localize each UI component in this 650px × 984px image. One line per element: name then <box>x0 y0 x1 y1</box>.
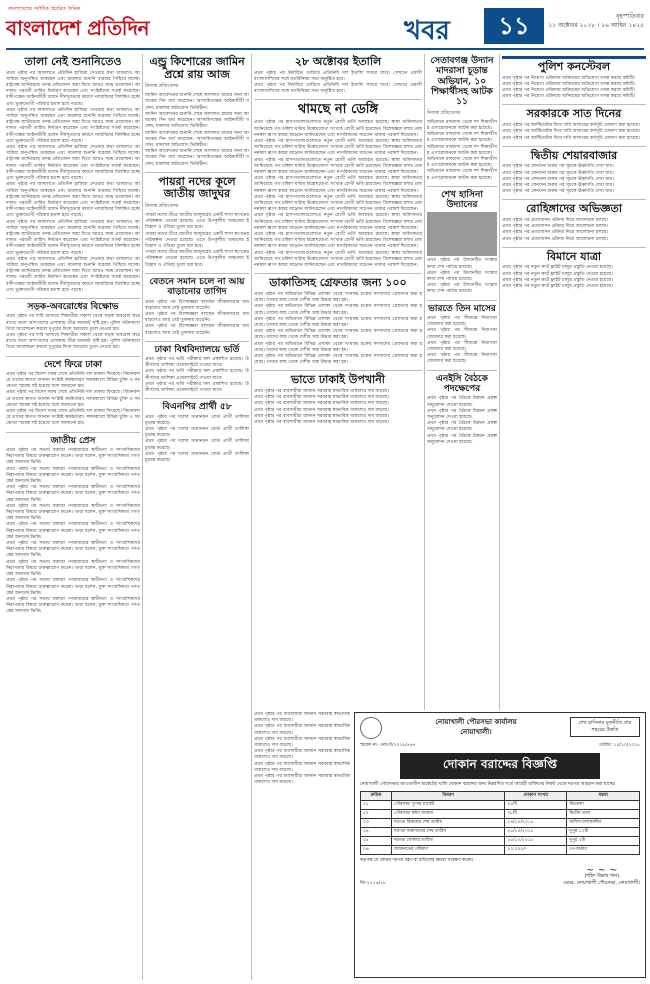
divider <box>145 398 249 399</box>
headline: সরকারকে সাত দিনের <box>526 107 622 121</box>
headline: ২৮ অক্টোবর ইতালি <box>294 55 382 68</box>
headline: শেখ হাসিনা উদ্যানের <box>441 189 483 211</box>
cell: নিচতলা <box>567 801 640 810</box>
story-body: প্রথম পৃষ্ঠার পর হাসপাতালগুলোতে নতুন রোগী ভর্তি অব্যাহত রয়েছে। স্বাস্থ্য অধিদফতর জানিয়েছে গত চব্বিশ ঘণ্টায় উল্লেখযোগ্য সংখ্যক রোগী ভর্তি হয়েছেন। বিশেষজ্ঞরা মশার প্রজননস্থল ধ্বংস করার আহ্বান জানিয়েছেন এবং নাগরিকদের সচেতন থাকার পরামর্শ দিয়েছেন। <box>254 194 422 213</box>
story-body: প্রথম পৃষ্ঠার পর অভিযানে বিভিন্ন এলাকা থেকে সংঘবদ্ধ চক্রের সদস্যদের গ্রেফতার করা হয়েছে। তাদের কাছ থেকে দেশীয় অস্ত্র উদ্ধার করা হয়। <box>254 304 422 316</box>
divider <box>254 273 422 274</box>
story-body: প্রথম পৃষ্ঠার পর আদালতে প্রতিদিন হাজিরা দেওয়ার কথা থাকলেও আসামিরা অনুপস্থিত থাকছেন এবং মামলার শুনানি বারবার পিছিয়ে যাচ্ছে। রাষ্ট্রপক্ষ জানিয়েছে তদন্ত প্রতিবেদন জমা দিতে আরও সময় প্রয়োজন। আদালত পরবর্তী তারিখ নির্ধারণ করেছেন এবং সংশ্লিষ্টদের সতর্ক করেছেন। বাদীপক্ষের আইনজীবী বলেন দীর্ঘসূত্রতার কারণে ন্যায়বিচার বিলম্বিত হচ্ছে এবং ভুক্তভোগী পরিবার হতাশ হয়ে পড়ছে। <box>6 256 140 293</box>
story-body: প্রথম পৃষ্ঠার পর বিশেষজ্ঞরা বলছেন জীবনযাত্রার ব্যয় বাড়লেও আয় সেই তুলনায় বাড়েনি। <box>145 299 249 311</box>
cell: পে-অর্ডার <box>567 846 640 855</box>
story-body: পায়রা নদের তীরে জাতীয় জাদুঘরের একটি শাখা স্থাপনের পরিকল্পনা নেওয়া হয়েছে। এতে উপকূলীয় অঞ্চলের ইতিহাস ও ঐতিহ্য তুলে ধরা হবে। <box>145 250 249 268</box>
story-body: প্রথম পৃষ্ঠার পর ব্যবসায়ীরা জানান সরবরাহ স্বাভাবিক থাকলেও দাম বাড়ছে। <box>254 761 350 773</box>
story-body: প্রথম পৃষ্ঠার পর ব্যবসায়ীরা জানান সরবরাহ স্বাভাবিক থাকলেও দাম বাড়ছে। <box>254 395 389 401</box>
masthead-rule <box>6 48 644 50</box>
cell: ০১ <box>361 801 392 810</box>
story-body: অভিযানে মাদরাসা থেকে দশ শিক্ষার্থীসহ এগারোজনকে আটক করা হয়েছে। <box>427 169 497 181</box>
divider <box>145 341 249 342</box>
story-body: প্রথম পৃষ্ঠার পর আদালতে প্রতিদিন হাজিরা দেওয়ার কথা থাকলেও আসামিরা অনুপস্থিত থাকছেন এবং মামলার শুনানি বারবার পিছিয়ে যাচ্ছে। রাষ্ট্রপক্ষ জানিয়েছে তদন্ত প্রতিবেদন জমা দিতে আরও সময় প্রয়োজন। আদালত পরবর্তী তারিখ নির্ধারণ করেছেন এবং সংশ্লিষ্টদের সতর্ক করেছেন। বাদীপক্ষের আইনজীবী বলেন দীর্ঘসূত্রতার কারণে ন্যায়বিচার বিলম্বিত হচ্ছে এবং ভুক্তভোগী পরিবার হতাশ হয়ে পড়ছে। <box>6 107 140 144</box>
story-body: প্রথম পৃষ্ঠার পর সীমান্তে নিরাপত্তা জোরদার করা হয়েছে। <box>427 328 497 340</box>
story-body: প্রথম পৃষ্ঠার পর আল্টিমেটাম দিয়ে দাবি আদায়ের কর্মসূচি ঘোষণা করা হয়েছে। <box>502 123 641 129</box>
signer-designation: মেয়র, নোয়াখালী পৌরসভা, নোয়াখালী। <box>563 880 640 886</box>
col-header: ক্রমিক <box>361 792 392 801</box>
story <box>427 374 497 446</box>
story-body: প্রথম পৃষ্ঠার পর উদ্যানটির সংস্কার কাজ শেষ পর্যায়ে রয়েছে। <box>427 270 497 283</box>
divider <box>254 99 422 100</box>
headline: ডাকাতিসহ গ্রেফতার জন্য ১০০ <box>269 276 407 290</box>
story-body: প্রথম পৃষ্ঠার পর বিশেষজ্ঞরা বলছেন জীবনযাত্রার ব্যয় বাড়লেও আয় সেই তুলনায় বাড়েনি। <box>145 324 249 336</box>
story-body: প্রথম পৃষ্ঠার পর অভিযানে বিভিন্ন এলাকা থেকে সংঘবদ্ধ চক্রের সদস্যদের গ্রেফতার করা হয়েছে। তাদের কাছ থেকে দেশীয় অস্ত্র উদ্ধার করা হয়। <box>254 341 422 353</box>
story-body: প্রথম পৃষ্ঠার পর হাসপাতালগুলোতে নতুন রোগী ভর্তি অব্যাহত রয়েছে। স্বাস্থ্য অধিদফতর জানিয়েছে গত চব্বিশ ঘণ্টায় উল্লেখযোগ্য সংখ্যক রোগী ভর্তি হয়েছেন। বিশেষজ্ঞরা মশার প্রজননস্থল ধ্বংস করার আহ্বান জানিয়েছেন এবং নাগরিকদের সচেতন থাকার পরামর্শ দিয়েছেন। <box>254 232 422 250</box>
day: বৃহস্পতিবার <box>616 13 644 20</box>
story-body: প্রথম পৃষ্ঠার পর সীমান্তে নিরাপত্তা জোরদার করা হয়েছে। <box>427 340 497 353</box>
headline: ভাতে ঢাকাই উপখানী <box>291 373 385 387</box>
headline: রোহিঙ্গাদের অভিজ্ঞতা <box>525 202 623 216</box>
story-body: প্রথম পৃষ্ঠার পর সভায় বক্তারা গণমাধ্যমের স্বাধীনতা ও সাংবাদিকদের নিরাপত্তার বিষয়ে গুরুত্বারোপ করেন। তারা বলেন, মুক্ত সাংবাদিকতা গণতন্ত্রের অন্যতম ভিত্তি। <box>6 541 140 559</box>
cell: ২৪/১০/২০১৮ <box>505 819 567 828</box>
ref-date: তারিখ: ১০/১০/২০১৮ <box>599 743 640 748</box>
headline: বেতনে সমান চলে না আয় বাড়ানোর তাগিদ <box>149 276 245 298</box>
divider <box>502 146 646 147</box>
headline: পুলিশ কনস্টেবল <box>537 60 611 73</box>
story-body: প্রথম পৃষ্ঠার পর আদালতে প্রতিদিন হাজিরা দেওয়ার কথা থাকলেও আসামিরা অনুপস্থিত থাকছেন এবং মামলার শুনানি বারবার পিছিয়ে যাচ্ছে। রাষ্ট্রপক্ষ জানিয়েছে তদন্ত প্রতিবেদন জমা দিতে আরও সময় প্রয়োজন। আদালত পরবর্তী তারিখ নির্ধারণ করেছেন এবং সংশ্লিষ্টদের সতর্ক করেছেন। বাদীপক্ষের আইনজীবী বলেন দীর্ঘসূত্রতার কারণে ন্যায়বিচার বিলম্বিত হচ্ছে এবং ভুক্তভোগী পরিবার হতাশ হয়ে পড়ছে। <box>6 145 140 182</box>
column-rule <box>424 54 425 710</box>
story-body: প্রথম পৃষ্ঠার পর নির্ধারিত তারিখে প্রতিনিধি দল ইতালি সফরে যাবে। সেখানে প্রবাসী বাংলাদেশিদের সঙ্গে মতবিনিময় সভা অনুষ্ঠিত হবে। <box>254 83 422 95</box>
masthead <box>6 4 644 48</box>
story <box>254 374 422 426</box>
story <box>254 103 422 269</box>
story-body: প্রথম পৃষ্ঠার পর আদালতে প্রতিদিন হাজিরা দেওয়ার কথা থাকলেও আসামিরা অনুপস্থিত থাকছেন এবং মামলার শুনানি বারবার পিছিয়ে যাচ্ছে। রাষ্ট্রপক্ষ জানিয়েছে তদন্ত প্রতিবেদন জমা দিতে আরও সময় প্রয়োজন। আদালত পরবর্তী তারিখ নির্ধারণ করেছেন এবং সংশ্লিষ্টদের সতর্ক করেছেন। বাদীপক্ষের আইনজীবী বলেন দীর্ঘসূত্রতার কারণে ন্যায়বিচার বিলম্বিত হচ্ছে এবং ভুক্তভোগী পরিবার হতাশ হয়ে পড়ছে। <box>6 70 140 107</box>
headline: পায়রা নদের কূলে জাতীয় জাদুঘর <box>158 174 236 201</box>
ad-header <box>360 717 640 739</box>
table-row <box>361 819 640 828</box>
story <box>145 277 249 337</box>
headline: সেতাবগঞ্জ উদ্যান মাদরাসা চূড়ান্ত অভিযান, ১০ শিক্ষার্থীসহ আটক ১১ <box>430 56 494 108</box>
story-body: প্রথম পৃষ্ঠার পর দলের মনোনয়ন বোর্ড প্রার্থী তালিকা চূড়ান্ত করেছে। <box>145 414 249 426</box>
column-1 <box>6 54 140 980</box>
col-header: মন্তব্য <box>567 792 640 801</box>
story <box>145 345 249 395</box>
story-body: প্রথম পৃষ্ঠার পর অভিযানে বিভিন্ন এলাকা থেকে সংঘবদ্ধ চক্রের সদস্যদের গ্রেফতার করা হয়েছে। তাদের কাছ থেকে দেশীয় অস্ত্র উদ্ধার করা হয়। <box>254 329 422 341</box>
band <box>502 56 646 59</box>
divider <box>254 370 422 371</box>
story-body: প্রথম পৃষ্ঠার পর সভায় বক্তারা গণমাধ্যমের স্বাধীনতা ও সাংবাদিকদের নিরাপত্তার বিষয়ে গুরুত্বারোপ করেন। তারা বলেন, মুক্ত সাংবাদিকতা গণতন্ত্রের অন্যতম ভিত্তি। <box>6 503 140 522</box>
ad-office <box>435 717 517 737</box>
story-body: প্রথম পৃষ্ঠার পর অভিযানে বিভিন্ন এলাকা থেকে সংঘবদ্ধ চক্রের সদস্যদের গ্রেফতার করা হয়েছে। তাদের কাছ থেকে দেশীয় অস্ত্র উদ্ধার করা হয়। <box>254 316 422 328</box>
story-body: প্রথম পৃষ্ঠার পর বিদেশ সফর শেষে প্রতিনিধি দল ঢাকায় ফিরেছে। বিমানবন্দরে তাদের স্বাগত জানান সংশ্লিষ্ট কর্মকর্তারা। সফরকালে বিভিন্ন চুক্তি ও সমঝোতা স্মারক সই হয়েছে বলে জানানো হয়। <box>6 409 140 427</box>
table-row <box>361 828 640 837</box>
story-body: প্রথম পৃষ্ঠার পর বৈঠকে উন্নয়ন প্রকল্প অনুমোদন দেওয়া হয়েছে। <box>427 433 497 445</box>
story <box>145 176 249 269</box>
story-body: প্রথম পৃষ্ঠার পর অভিযানে বিভিন্ন এলাকা থেকে সংঘবদ্ধ চক্রের সদস্যদের গ্রেফতার করা হয়েছে। তাদের কাছ থেকে দেশীয় অস্ত্র উদ্ধার করা হয়। <box>254 353 422 366</box>
cell: দুপুর ১২টা <box>567 828 640 837</box>
story <box>502 203 646 242</box>
story-body: প্রথম পৃষ্ঠার পর লেনদেন শুরুর পর সূচকে ঊর্ধ্বগতি দেখা যায়। <box>502 170 614 176</box>
story-body: প্রথম পৃষ্ঠার পর ব্যবসায়ীরা জানান সরবরাহ স্বাভাবিক থাকলেও দাম বাড়ছে। <box>254 736 350 749</box>
story-body: প্রথম পৃষ্ঠার পর হাসপাতালগুলোতে নতুন রোগী ভর্তি অব্যাহত রয়েছে। স্বাস্থ্য অধিদফতর জানিয়েছে গত চব্বিশ ঘণ্টায় উল্লেখযোগ্য সংখ্যক রোগী ভর্তি হয়েছেন। বিশেষজ্ঞরা মশার প্রজননস্থল ধ্বংস করার আহ্বান জানিয়েছেন এবং নাগরিকদের সচেতন থাকার পরামর্শ দিয়েছেন। <box>254 176 422 194</box>
story-body: প্রথম পৃষ্ঠার পর লেনদেন শুরুর পর সূচকে ঊর্ধ্বগতি দেখা যায়। <box>502 164 614 170</box>
story-body: প্রথম পৃষ্ঠার পর নতুন রুটে ফ্লাইট চালুর প্রস্তুতি নেওয়া হয়েছে। <box>502 271 613 277</box>
ad-title: দোকান বরাদ্দের বিজ্ঞপ্তি <box>400 753 600 779</box>
story-body: প্রথম পৃষ্ঠার পর লেনদেন শুরুর পর সূচকে ঊর্ধ্বগতি দেখা যায়। <box>502 176 614 182</box>
ad-notes: কর্তৃপক্ষ যে কোনো দরপত্র গ্রহণ বা বাতিলের ক্ষমতা সংরক্ষণ করেন। <box>360 858 474 863</box>
story-body: প্রথম পৃষ্ঠার পর আদালতে প্রতিদিন হাজিরা দেওয়ার কথা থাকলেও আসামিরা অনুপস্থিত থাকছেন এবং মামলার শুনানি বারবার পিছিয়ে যাচ্ছে। রাষ্ট্রপক্ষ জানিয়েছে তদন্ত প্রতিবেদন জমা দিতে আরও সময় প্রয়োজন। আদালত পরবর্তী তারিখ নির্ধারণ করেছেন এবং সংশ্লিষ্টদের সতর্ক করেছেন। বাদীপক্ষের আইনজীবী বলেন দীর্ঘসূত্রতার কারণে ন্যায়বিচার বিলম্বিত হচ্ছে এবং ভুক্তভোগী পরিবার হতাশ হয়ে পড়ছে। <box>6 219 140 256</box>
story <box>6 436 140 616</box>
story <box>502 251 646 290</box>
story-body: জামিন আবেদনের শুনানি শেষে আদালত রায়ের জন্য আজকের দিন ধার্য করেছেন। আসামিপক্ষের আইনজীবী বলেন, মামলার অভিযোগ ভিত্তিহীন। <box>145 149 249 167</box>
story-body: প্রথম পৃষ্ঠার পর দলের মনোনয়ন বোর্ড প্রার্থী তালিকা চূড়ান্ত করেছে। <box>145 427 249 439</box>
column-2 <box>145 54 249 980</box>
column-rule <box>142 54 143 980</box>
story-body: প্রথম পৃষ্ঠার পর বৈঠকে উন্নয়ন প্রকল্প অনুমোদন দেওয়া হয়েছে। <box>427 421 497 433</box>
story-body: প্রথম পৃষ্ঠার পর নির্ধারিত তারিখে প্রতিনিধি দল ইতালি সফরে যাবে। সেখানে প্রবাসী বাংলাদেশিদের সঙ্গে মতবিনিময় সভা অনুষ্ঠিত হবে। <box>254 70 422 82</box>
headline: তালা নেই শুনানিতেও <box>24 55 122 68</box>
divider <box>502 104 646 105</box>
column-5 <box>502 54 646 710</box>
story-body: প্রথম পৃষ্ঠার পর ব্যবসায়ীরা জানান সরবরাহ স্বাভাবিক থাকলেও দাম বাড়ছে। <box>254 413 389 419</box>
headline: থামছে না ডেঙ্গি <box>297 102 379 118</box>
story-body: প্রথম পৃষ্ঠার পর বিশেষজ্ঞরা বলছেন জীবনযাত্রার ব্যয় বাড়লেও আয় সেই তুলনায় বাড়েনি। <box>145 311 249 324</box>
story <box>6 56 140 294</box>
story-body: প্রথম পৃষ্ঠার পর নিয়োগ প্রক্রিয়ায় অনিয়মের অভিযোগ তদন্ত করছে কমিটি। <box>502 81 636 87</box>
story <box>6 302 140 352</box>
divider <box>145 172 249 173</box>
column-4 <box>427 54 497 710</box>
logo <box>6 6 176 46</box>
story <box>254 56 422 95</box>
cell: দরপত্র খোলার তারিখ <box>392 837 505 846</box>
signature-block <box>563 864 640 888</box>
story-body: প্রথম পৃষ্ঠার পর সভায় বক্তারা গণমাধ্যমের স্বাধীনতা ও সাংবাদিকদের নিরাপত্তার বিষয়ে গুরুত্বারোপ করেন। তারা বলেন, মুক্ত সাংবাদিকতা গণতন্ত্রের অন্যতম ভিত্তি। <box>6 578 140 596</box>
cell: ০২ <box>361 810 392 819</box>
story-body: প্রথম পৃষ্ঠার পর ব্যবসায়ীরা জানান সরবরাহ স্বাভাবিক থাকলেও দাম বাড়ছে। <box>254 724 350 736</box>
divider <box>145 273 249 274</box>
divider <box>6 298 140 299</box>
emblem-icon <box>360 717 382 739</box>
story-body: প্রথম পৃষ্ঠার পর সভায় বক্তারা গণমাধ্যমের স্বাধীনতা ও সাংবাদিকদের নিরাপত্তার বিষয়ে গুরুত্বারোপ করেন। তারা বলেন, মুক্ত সাংবাদিকতা গণতন্ত্রের অন্যতম ভিত্তি। <box>6 448 140 466</box>
divider <box>427 370 497 371</box>
cell: ০৬ <box>361 846 392 855</box>
story-body: জামিন আবেদনের শুনানি শেষে আদালত রায়ের জন্য আজকের দিন ধার্য করেছেন। আসামিপক্ষের আইনজীবী বলেন, মামলার অভিযোগ ভিত্তিহীন। <box>145 111 249 130</box>
column-3 <box>254 54 422 710</box>
divider <box>6 432 140 433</box>
headline: ভারতে তিন মাসের <box>428 303 496 314</box>
story-body: প্রথম পৃষ্ঠার পর বিদেশ সফর শেষে প্রতিনিধি দল ঢাকায় ফিরেছে। বিমানবন্দরে তাদের স্বাগত জানান সংশ্লিষ্ট কর্মকর্তারা। সফরকালে বিভিন্ন চুক্তি ও সমঝোতা স্মারক সই হয়েছে বলে জানানো হয়। <box>6 371 140 390</box>
signature-icon: ~ ~ ~ <box>585 864 618 876</box>
cell: জামানতের পরিমাণ <box>392 846 505 855</box>
cell: ২০,০০০/- <box>505 846 567 855</box>
divider <box>502 199 646 200</box>
table-row <box>361 837 640 846</box>
ad-ref-line <box>360 742 640 749</box>
story-body: অভিযানে মাদরাসা থেকে দশ শিক্ষার্থীসহ এগারোজনকে আটক করা হয়েছে। <box>427 119 497 131</box>
news-photo <box>427 212 497 256</box>
page-number: ১১ <box>484 8 544 44</box>
cell: দুপুর ২টা <box>567 837 640 846</box>
office-district: নোয়াখালী। <box>460 728 492 736</box>
headline: বিএনপির প্রার্থী ৫৮ <box>162 402 232 413</box>
story-body: প্রথম পৃষ্ঠার পর সভায় বক্তারা গণমাধ্যমের স্বাধীনতা ও সাংবাদিকদের নিরাপত্তার বিষয়ে গুরুত্বারোপ করেন। তারা বলেন, মুক্ত সাংবাদিকতা গণতন্ত্রের অন্যতম ভিত্তি। <box>6 485 140 503</box>
cell: ২৫/১০/২০১৮ <box>505 837 567 846</box>
cell: দরপত্র বিক্রয়ের শেষ তারিখ <box>392 819 505 828</box>
story-body: পায়রা নদের তীরে জাতীয় জাদুঘরের একটি শাখা স্থাপনের পরিকল্পনা নেওয়া হয়েছে। এতে উপকূলীয় অঞ্চলের ইতিহাস ও ঐতিহ্য তুলে ধরা হবে। <box>145 213 249 231</box>
logo-text: বাংলাদেশ প্রতিদিন <box>6 16 149 40</box>
story-body: প্রথম পৃষ্ঠার পর উদ্যানটির সংস্কার কাজ শেষ পর্যায়ে রয়েছে। <box>427 283 497 295</box>
headline: এনইসি বৈঠকে পদক্ষেপের <box>436 373 488 394</box>
story-body: প্রথম পৃষ্ঠার পর নিয়োগ প্রক্রিয়ায় অনিয়মের অভিযোগ তদন্ত করছে কমিটি। <box>502 88 636 94</box>
table-row <box>361 846 640 855</box>
headline: বিমানে যাত্রা <box>546 249 602 263</box>
section-title: খবর <box>404 16 450 46</box>
cell: দরপত্র জমাদানের শেষ তারিখ <box>392 828 505 837</box>
headline: জাতীয় প্রেস <box>50 435 96 446</box>
story-body: প্রথম পৃষ্ঠার পর সভায় বক্তারা গণমাধ্যমের স্বাধীনতা ও সাংবাদিকদের নিরাপত্তার বিষয়ে গুরুত্বারোপ করেন। তারা বলেন, মুক্ত সাংবাদিকতা গণতন্ত্রের অন্যতম ভিত্তি। <box>6 466 140 485</box>
divider <box>6 356 140 357</box>
divider <box>502 247 646 248</box>
story-body: প্রথম পৃষ্ঠার পর প্রত্যাবাসন প্রক্রিয়া নিয়ে আলোচনা চলছে। <box>502 224 608 230</box>
byline: নিজস্ব প্রতিবেদক <box>145 203 179 209</box>
date-block <box>548 12 644 30</box>
story-body: প্রথম পৃষ্ঠার পর দলের মনোনয়ন বোর্ড প্রার্থী তালিকা চূড়ান্ত করেছে। <box>145 439 249 451</box>
date: ১১ অক্টোবর ২০১৮ । ২৬ আশ্বিন ১৪২৫ <box>548 22 644 29</box>
story-body: প্রথম পৃষ্ঠার পর দলের মনোনয়ন বোর্ড প্রার্থী তালিকা চূড়ান্ত করেছে। <box>145 451 249 464</box>
cell: ০৩ <box>361 819 392 828</box>
cell: ২৫/১০/২০১৮ <box>505 828 567 837</box>
divider <box>427 300 497 301</box>
cell: পৌরসভা কাঁচা বাজার <box>392 810 505 819</box>
story-body: প্রথম পৃষ্ঠার পর হাসপাতালগুলোতে নতুন রোগী ভর্তি অব্যাহত রয়েছে। স্বাস্থ্য অধিদফতর জানিয়েছে গত চব্বিশ ঘণ্টায় উল্লেখযোগ্য সংখ্যক রোগী ভর্তি হয়েছেন। বিশেষজ্ঞরা মশার প্রজননস্থল ধ্বংস করার আহ্বান জানিয়েছেন এবং নাগরিকদের সচেতন থাকার পরামর্শ দিয়েছেন। <box>254 250 422 269</box>
cell: ০৫টি <box>505 801 567 810</box>
story-body: প্রথম পৃষ্ঠার পর হাসপাতালগুলোতে নতুন রোগী ভর্তি অব্যাহত রয়েছে। স্বাস্থ্য অধিদফতর জানিয়েছে গত চব্বিশ ঘণ্টায় উল্লেখযোগ্য সংখ্যক রোগী ভর্তি হয়েছেন। বিশেষজ্ঞরা মশার প্রজননস্থল ধ্বংস করার আহ্বান জানিয়েছেন এবং নাগরিকদের সচেতন থাকার পরামর্শ দিয়েছেন। <box>254 213 422 231</box>
story <box>6 360 140 428</box>
table-row <box>361 801 640 810</box>
story-body: প্রথম পৃষ্ঠার পর ব্যবসায়ীরা জানান সরবরাহ স্বাভাবিক থাকলেও দাম বাড়ছে। <box>254 774 350 786</box>
ad-slogan: শেখ হাসিনার মূলনীতি গ্রাম শহরের উন্নতি <box>570 717 640 737</box>
story-body: প্রথম পৃষ্ঠার পর লেনদেন শুরুর পর সূচকে ঊর্ধ্বগতি দেখা যায়। <box>502 182 614 188</box>
story-body: পায়রা নদের তীরে জাতীয় জাদুঘরের একটি শাখা স্থাপনের পরিকল্পনা নেওয়া হয়েছে। এতে উপকূলীয় অঞ্চলের ইতিহাস ও ঐতিহ্য তুলে ধরা হবে। <box>145 231 249 250</box>
column-rule <box>499 54 500 710</box>
story-body: প্রথম পৃষ্ঠার পর ব্যবসায়ীরা জানান সরবরাহ স্বাভাবিক থাকলেও দাম বাড়ছে। <box>254 749 350 761</box>
story-body: প্রথম পৃষ্ঠার পর ভর্তি পরীক্ষার ফল প্রকাশিত হয়েছে। উত্তীর্ণদের তালিকা ওয়েবসাইটে পাওয়া যাবে। <box>145 357 249 369</box>
story-body: প্রথম পৃষ্ঠার পর নিয়োগ প্রক্রিয়ায় অনিয়মের অভিযোগ তদন্ত করছে কমিটি। <box>502 94 636 100</box>
story-body: প্রথম পৃষ্ঠার পর অভিযানে বিভিন্ন এলাকা থেকে সংঘবদ্ধ চক্রের সদস্যদের গ্রেফতার করা হয়েছে। তাদের কাছ থেকে দেশীয় অস্ত্র উদ্ধার করা হয়। <box>254 291 422 304</box>
column-rule <box>251 54 252 980</box>
story-body: প্রথম পৃষ্ঠার পর দাবি আদায়ে শিক্ষার্থীরা সকাল থেকে সড়ক অবরোধ করে রাখে। ফলে আশপাশের এলাকায় তীব্র যানজট সৃষ্টি হয়। পুলিশ ঘটনাস্থলে গিয়ে আলোচনা করলে দুপুরের দিকে অবরোধ তুলে নেওয়া হয়। <box>6 332 140 351</box>
story <box>502 108 646 141</box>
story-body: প্রথম পৃষ্ঠার পর উদ্যানটির সংস্কার কাজ শেষ পর্যায়ে রয়েছে। <box>427 258 497 270</box>
story <box>145 56 249 168</box>
cell: পৌরসভা সুপার মার্কেট <box>392 801 505 810</box>
story-body: প্রথম পৃষ্ঠার পর লেনদেন শুরুর পর সূচকে ঊর্ধ্বগতি দেখা যায়। <box>502 189 614 195</box>
tender-advertisement <box>354 712 646 978</box>
byline: নিজস্ব প্রতিবেদক <box>145 83 179 90</box>
cell: দ্বিতীয় তলা <box>567 810 640 819</box>
story-body: প্রথম পৃষ্ঠার পর সভায় বক্তারা গণমাধ্যমের স্বাধীনতা ও সাংবাদিকদের নিরাপত্তার বিষয়ে গুরুত্বারোপ করেন। তারা বলেন, মুক্ত সাংবাদিকতা গণতন্ত্রের অন্যতম ভিত্তি। <box>6 522 140 540</box>
story-body: প্রথম পৃষ্ঠার পর আল্টিমেটাম দিয়ে দাবি আদায়ের কর্মসূচি ঘোষণা করা হয়েছে। <box>502 129 641 135</box>
story <box>502 150 646 196</box>
ref-number: স্মারক নং- নোপৌ/২০১৮/৫৬৭ <box>360 743 416 748</box>
story-body: প্রথম পৃষ্ঠার পর নতুন রুটে ফ্লাইট চালুর প্রস্তুতি নেওয়া হয়েছে। <box>502 284 613 290</box>
story-body: প্রথম পৃষ্ঠার পর প্রত্যাবাসন প্রক্রিয়া নিয়ে আলোচনা চলছে। <box>502 230 608 236</box>
divider <box>427 186 497 187</box>
table-header-row <box>361 792 640 801</box>
headline: এন্ড্রু কিশোরের জামিন প্রশ্নে রায় আজ <box>149 55 245 81</box>
story-body: প্রথম পৃষ্ঠার পর ভর্তি পরীক্ষার ফল প্রকাশিত হয়েছে। উত্তীর্ণদের তালিকা ওয়েবসাইটে পাওয়া যাবে। <box>145 369 249 381</box>
column-3-lower <box>254 712 350 978</box>
col-header: বিবরণ <box>392 792 505 801</box>
story-body: প্রথম পৃষ্ঠার পর সভায় বক্তারা গণমাধ্যমের স্বাধীনতা ও সাংবাদিকদের নিরাপত্তার বিষয়ে গুরুত্বারোপ করেন। তারা বলেন, মুক্ত সাংবাদিকতা গণতন্ত্রের অন্যতম ভিত্তি। <box>6 596 140 615</box>
story-body: প্রথম পৃষ্ঠার পর বৈঠকে উন্নয়ন প্রকল্প অনুমোদন দেওয়া হয়েছে। <box>427 408 497 420</box>
story-body: জামিন আবেদনের শুনানি শেষে আদালত রায়ের জন্য আজকের দিন ধার্য করেছেন। আসামিপক্ষের আইনজীবী বলেন, মামলার অভিযোগ ভিত্তিহীন। <box>145 93 249 111</box>
cell: অফিস চলাকালীন <box>567 819 640 828</box>
office-name: নোয়াখালী পৌরসভা কার্যালয় <box>435 718 517 726</box>
story-body: প্রথম পৃষ্ঠার পর আল্টিমেটাম দিয়ে দাবি আদায়ের কর্মসূচি ঘোষণা করা হয়েছে। <box>502 135 641 141</box>
cell: ০৮টি <box>505 810 567 819</box>
col-header: দোকান সংখ্যা <box>505 792 567 801</box>
story-body: প্রথম পৃষ্ঠার পর দাবি আদায়ে শিক্ষার্থীরা সকাল থেকে সড়ক অবরোধ করে রাখে। ফলে আশপাশের এলাকায় তীব্র যানজট সৃষ্টি হয়। পুলিশ ঘটনাস্থলে গিয়ে আলোচনা করলে দুপুরের দিকে অবরোধ তুলে নেওয়া হয়। <box>6 314 140 332</box>
story-body: প্রথম পৃষ্ঠার পর ব্যবসায়ীরা জানান সরবরাহ স্বাভাবিক থাকলেও দাম বাড়ছে। <box>254 407 389 413</box>
story-body: প্রথম পৃষ্ঠার পর সভায় বক্তারা গণমাধ্যমের স্বাধীনতা ও সাংবাদিকদের নিরাপত্তার বিষয়ে গুরুত্বারোপ করেন। তারা বলেন, মুক্ত সাংবাদিকতা গণতন্ত্রের অন্যতম ভিত্তি। <box>6 559 140 578</box>
story <box>427 190 497 296</box>
headline: দ্বিতীয় শেয়ারবাজার <box>530 148 618 162</box>
story <box>427 56 497 182</box>
story-body: প্রথম পৃষ্ঠার পর বৈঠকে উন্নয়ন প্রকল্প অনুমোদন দেওয়া হয়েছে। <box>427 396 497 408</box>
story-body: প্রথম পৃষ্ঠার পর হাসপাতালগুলোতে নতুন রোগী ভর্তি অব্যাহত রয়েছে। স্বাস্থ্য অধিদফতর জানিয়েছে গত চব্বিশ ঘণ্টায় উল্লেখযোগ্য সংখ্যক রোগী ভর্তি হয়েছেন। বিশেষজ্ঞরা মশার প্রজননস্থল ধ্বংস করার আহ্বান জানিয়েছেন এবং নাগরিকদের সচেতন থাকার পরামর্শ দিয়েছেন। <box>254 120 422 138</box>
headline: সড়ক-অবরোধের বিক্ষোভ <box>27 301 119 312</box>
signer-name: (শহিদ উল্লাহ খান) <box>584 874 619 880</box>
story <box>502 61 646 100</box>
story <box>254 277 422 366</box>
cell: ০৪ <box>361 828 392 837</box>
story-body: অভিযানে মাদরাসা থেকে দশ শিক্ষার্থীসহ এগারোজনকে আটক করা হয়েছে। <box>427 132 497 144</box>
story-body: প্রথম পৃষ্ঠার পর সীমান্তে নিরাপত্তা জোরদার করা হয়েছে। <box>427 316 497 328</box>
story-body: প্রথম পৃষ্ঠার পর নিয়োগ প্রক্রিয়ায় অনিয়মের অভিযোগ তদন্ত করছে কমিটি। <box>502 75 636 81</box>
story-body: প্রথম পৃষ্ঠার পর নতুন রুটে ফ্লাইট চালুর প্রস্তুতি নেওয়া হয়েছে। <box>502 265 613 271</box>
story <box>427 304 497 366</box>
story-body: প্রথম পৃষ্ঠার পর ব্যবসায়ীরা জানান সরবরাহ স্বাভাবিক থাকলেও দাম বাড়ছে। <box>254 401 389 407</box>
story-body: প্রথম পৃষ্ঠার পর ভর্তি পরীক্ষার ফল প্রকাশিত হয়েছে। উত্তীর্ণদের তালিকা ওয়েবসাইটে পাওয়া যাবে। <box>145 381 249 394</box>
ad-footer <box>360 864 640 888</box>
cell: ০৫ <box>361 837 392 846</box>
story <box>145 402 249 464</box>
story-body: প্রথম পৃষ্ঠার পর হাসপাতালগুলোতে নতুন রোগী ভর্তি অব্যাহত রয়েছে। স্বাস্থ্য অধিদফতর জানিয়েছে গত চব্বিশ ঘণ্টায় উল্লেখযোগ্য সংখ্যক রোগী ভর্তি হয়েছেন। বিশেষজ্ঞরা মশার প্রজননস্থল ধ্বংস করার আহ্বান জানিয়েছেন এবং নাগরিকদের সচেতন থাকার পরামর্শ দিয়েছেন। <box>254 139 422 157</box>
story-body: প্রথম পৃষ্ঠার পর প্রত্যাবাসন প্রক্রিয়া নিয়ে আলোচনা চলছে। <box>502 218 608 223</box>
story-body: প্রথম পৃষ্ঠার পর আদালতে প্রতিদিন হাজিরা দেওয়ার কথা থাকলেও আসামিরা অনুপস্থিত থাকছেন এবং মামলার শুনানি বারবার পিছিয়ে যাচ্ছে। রাষ্ট্রপক্ষ জানিয়েছে তদন্ত প্রতিবেদন জমা দিতে আরও সময় প্রয়োজন। আদালত পরবর্তী তারিখ নির্ধারণ করেছেন এবং সংশ্লিষ্টদের সতর্ক করেছেন। বাদীপক্ষের আইনজীবী বলেন দীর্ঘসূত্রতার কারণে ন্যায়বিচার বিলম্বিত হচ্ছে এবং ভুক্তভোগী পরিবার হতাশ হয়ে পড়ছে। <box>6 182 140 219</box>
logo-tagline: বাংলাদেশের সর্বাধিক প্রচারিত দৈনিক <box>8 6 81 12</box>
story-body: জামিন আবেদনের শুনানি শেষে আদালত রায়ের জন্য আজকের দিন ধার্য করেছেন। আসামিপক্ষের আইনজীবী বলেন, মামলার অভিযোগ ভিত্তিহীন। <box>145 130 249 148</box>
story-body: অভিযানে মাদরাসা থেকে দশ শিক্ষার্থীসহ এগারোজনকে আটক করা হয়েছে। <box>427 156 497 169</box>
ad-code: জি-২২১৬/১৮ <box>360 881 386 887</box>
byline: নিজস্ব প্রতিবেদক <box>427 109 461 116</box>
ad-table <box>360 791 640 855</box>
headline: দেশে ফিরে ঢাকা <box>44 359 102 370</box>
story-body: প্রথম পৃষ্ঠার পর নতুন রুটে ফ্লাইট চালুর প্রস্তুতি নেওয়া হয়েছে। <box>502 277 613 283</box>
table-row <box>361 810 640 819</box>
story-body: প্রথম পৃষ্ঠার পর ব্যবসায়ীরা জানান সরবরাহ স্বাভাবিক থাকলেও দাম বাড়ছে। <box>254 388 389 394</box>
headline: ঢাকা বিশ্ববিদ্যালয়ে ভর্তি <box>154 344 240 355</box>
story-body: প্রথম পৃষ্ঠার পর হাসপাতালগুলোতে নতুন রোগী ভর্তি অব্যাহত রয়েছে। স্বাস্থ্য অধিদফতর জানিয়েছে গত চব্বিশ ঘণ্টায় উল্লেখযোগ্য সংখ্যক রোগী ভর্তি হয়েছেন। বিশেষজ্ঞরা মশার প্রজননস্থল ধ্বংস করার আহ্বান জানিয়েছেন এবং নাগরিকদের সচেতন থাকার পরামর্শ দিয়েছেন। <box>254 157 422 176</box>
story-body: প্রথম পৃষ্ঠার পর সীমান্তে নিরাপত্তা জোরদার করা হয়েছে। <box>427 353 497 365</box>
story-body: প্রথম পৃষ্ঠার পর ব্যবসায়ীরা জানান সরবরাহ স্বাভাবিক থাকলেও দাম বাড়ছে। <box>254 420 389 425</box>
story-body: অভিযানে মাদরাসা থেকে দশ শিক্ষার্থীসহ এগারোজনকে আটক করা হয়েছে। <box>427 144 497 156</box>
story-body: প্রথম পৃষ্ঠার পর বিদেশ সফর শেষে প্রতিনিধি দল ঢাকায় ফিরেছে। বিমানবন্দরে তাদের স্বাগত জানান সংশ্লিষ্ট কর্মকর্তারা। সফরকালে বিভিন্ন চুক্তি ও সমঝোতা স্মারক সই হয়েছে বলে জানানো হয়। <box>6 390 140 408</box>
ad-intro: নোয়াখালী পৌরসভার আওতাধীন মার্কেটের খালি দোকান বরাদ্দের জন্য নিম্নবর্ণিত শর্তে আগ্রহী ব্যক্তিদের নিকট থেকে দরপত্র আহ্বান করা যাচ্ছে। <box>360 782 616 787</box>
story-body: প্রথম পৃষ্ঠার পর ব্যবসায়ীরা জানান সরবরাহ স্বাভাবিক থাকলেও দাম বাড়ছে। <box>254 712 350 724</box>
story-body: প্রথম পৃষ্ঠার পর প্রত্যাবাসন প্রক্রিয়া নিয়ে আলোচনা চলছে। <box>502 236 608 242</box>
